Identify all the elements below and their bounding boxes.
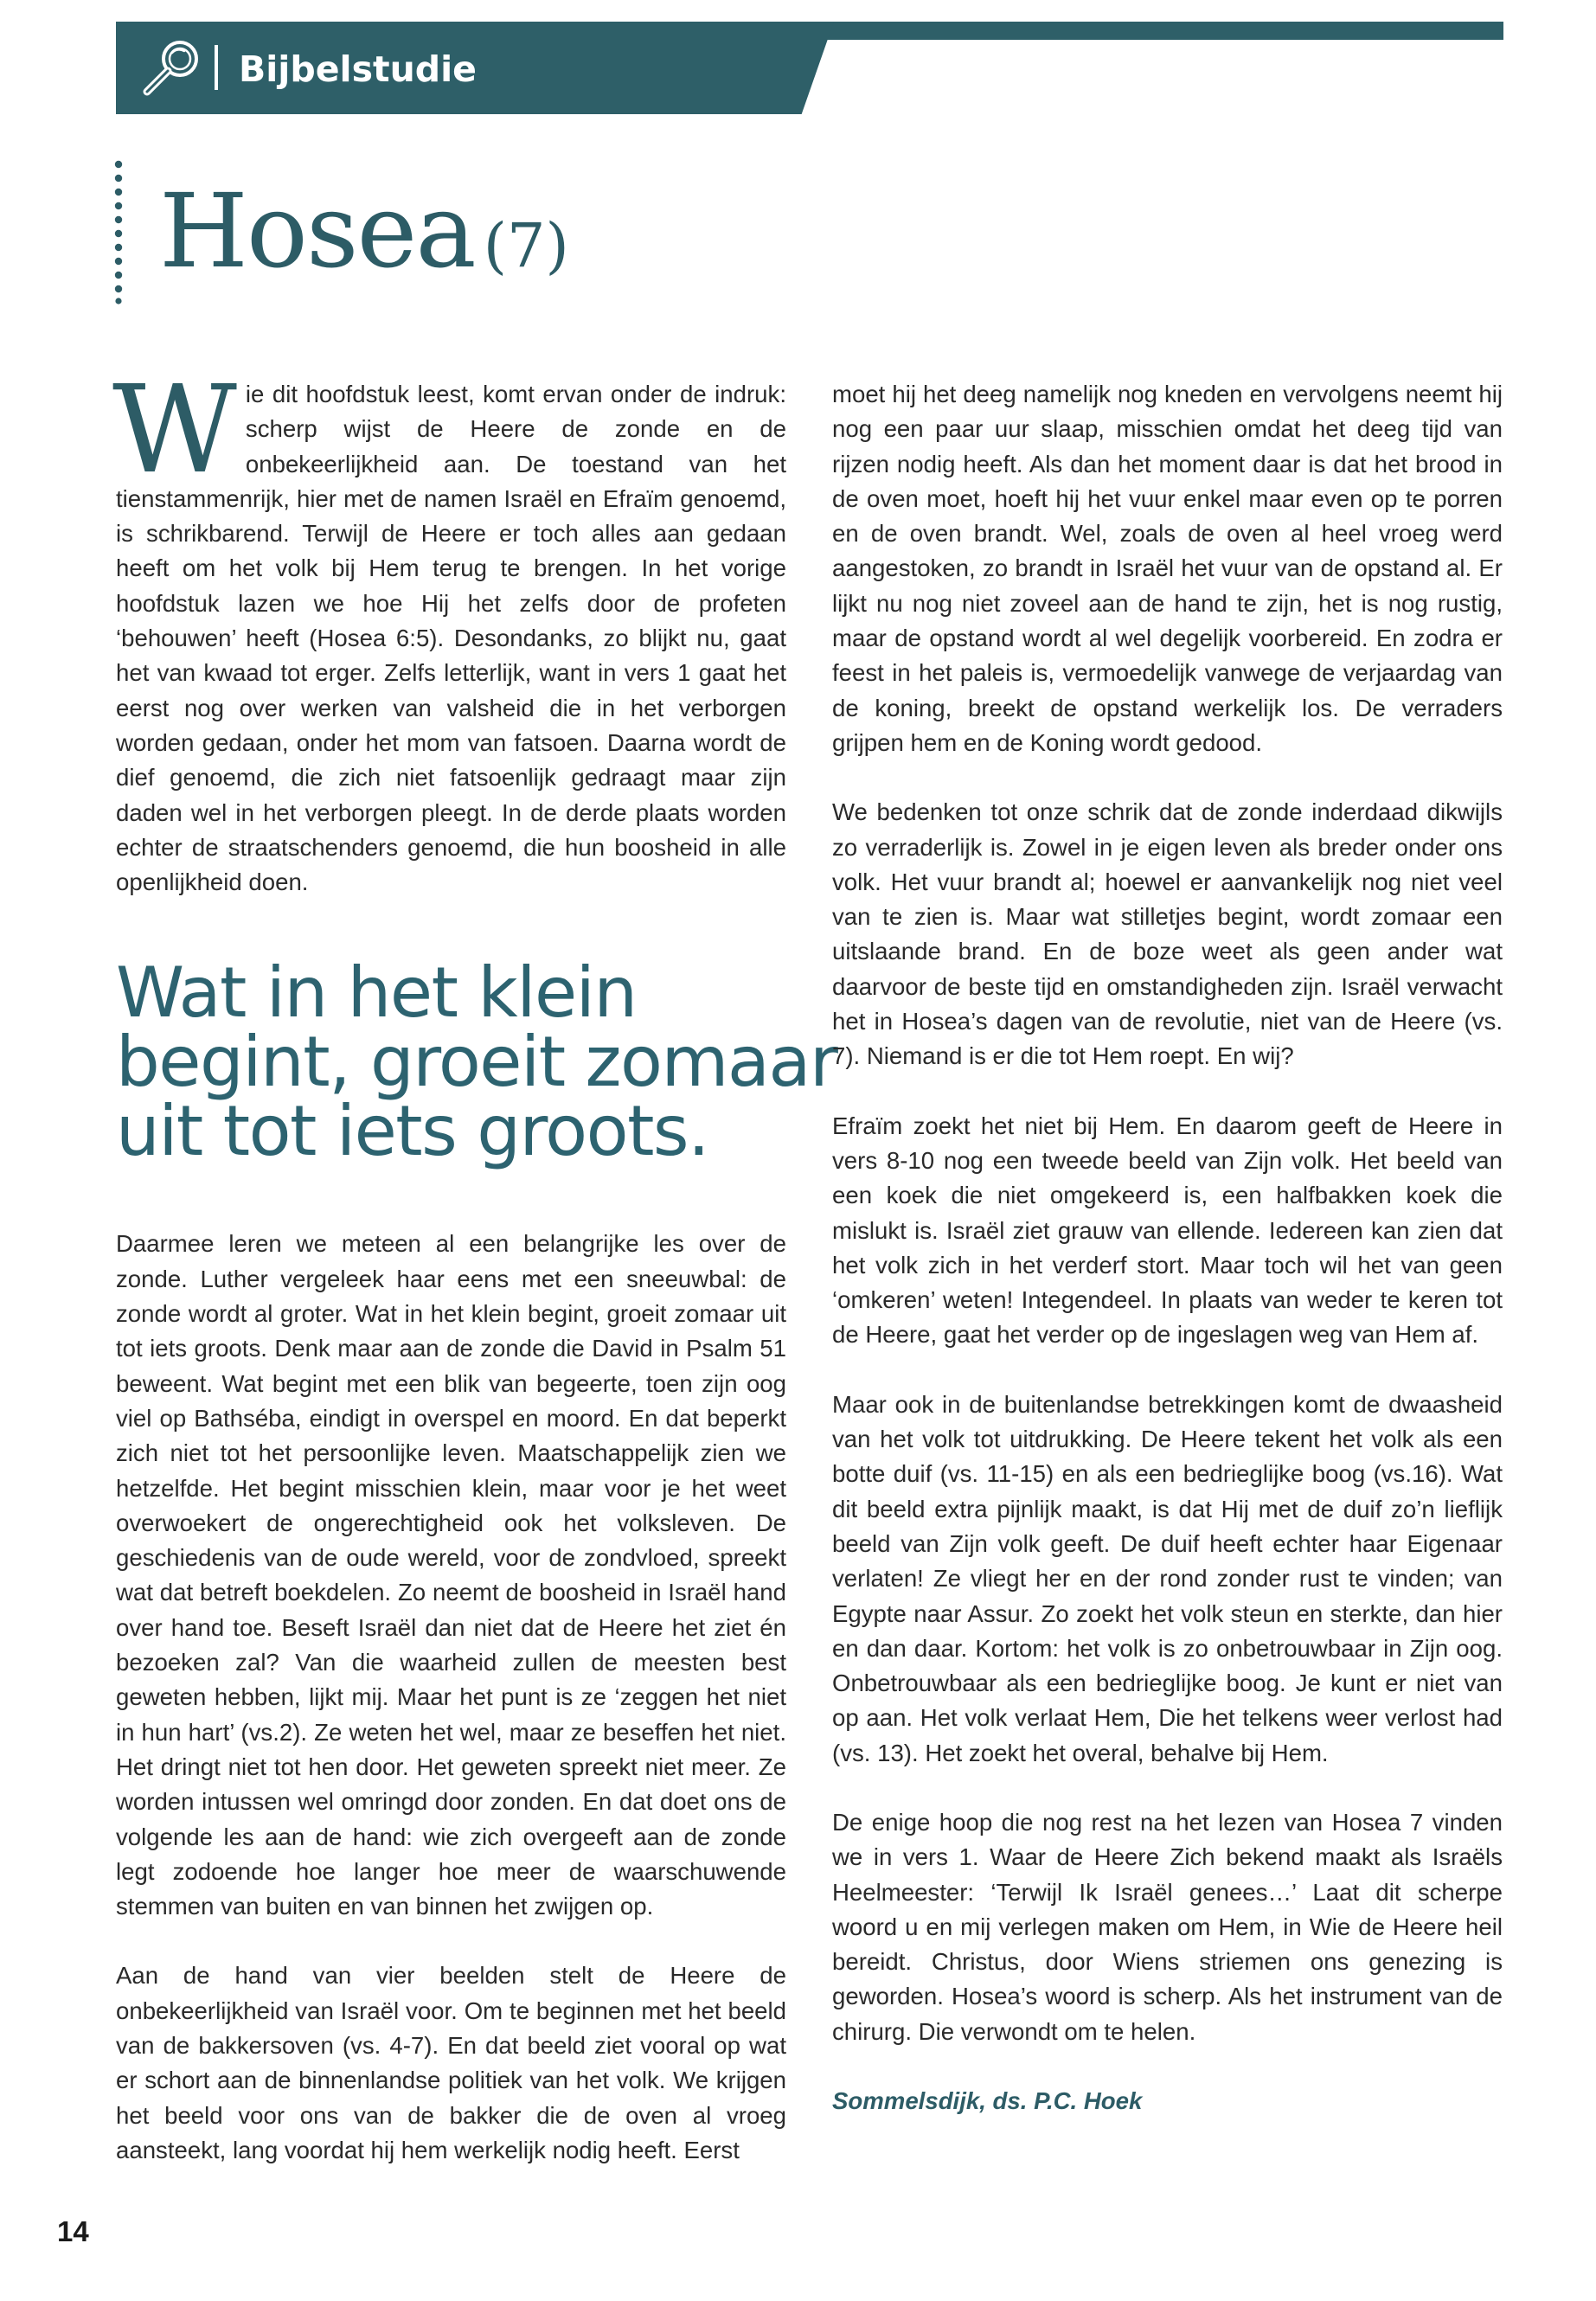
intro-paragraph (112, 360, 786, 900)
intro-text: ie dit hoofdstuk leest, komt ervan onder de indruk: scherp wijst de Heere de zonde en de onbekeerlijkheid aan. De toestand van het tienstammenrijk, hier met de namen Israël en Efraïm genoemd, is schrikbarend. Terwijl de Heere er toch alles aan gedaan heeft om het volk bij Hem terug te brengen. In het vorige hoofdstuk lazen we hoe Hij het zelfs door de profeten ‘behouwen’ heeft (Hosea 6:5). Desondanks, zo blijkt nu, gaat het van kwaad tot erger. Zelfs letterlijk, want in vers 1 gaat het eerst nog over werken van valsheid die in het verborgen worden gedaan, onder het mom van fatsoen. Daarna wordt de dief genoemd, die zich niet fatsoenlijk gedraagt maar zijn daden wel in het verborgen pleegt. In de derde plaats worden echter de straatschenders genoemd, die hun boosheid in alle openlijkheid doen. (116, 381, 786, 896)
author-signature: Sommelsdijk, ds. P.C. Hoek (832, 2087, 1143, 2115)
magnifier-icon (137, 33, 208, 104)
article-title (159, 166, 569, 296)
body-paragraph: moet hij het deeg namelijk nog kneden en vervolgens neemt hij nog een paar uur slaap, misschien omdat het deeg tijd van rijzen nodig heeft. Als dan het moment daar is dat het brood in de oven moet, hoeft hij het vuur enkel maar even op te porren en de oven brandt. Wel, zoals de oven al heel vroeg werd aangestoken, zo brandt in Israël het vuur van de opstand al. Er lijkt nu nog niet zoveel aan de hand te zijn, het is nog rustig, maar de opstand wordt al wel degelijk voorbereid. En zodra er feest in het paleis is, vermoedelijk vanwege de verjaardag van de koning, breekt de opstand werkelijk los. De verraders grijpen hem en de Koning wordt gedood. (832, 381, 1503, 756)
pull-quote-line: Wat in het klein (116, 952, 637, 1034)
right-column (832, 377, 1503, 2118)
title-text: Hosea (159, 171, 475, 291)
header-separator (215, 45, 218, 90)
page-number: 14 (57, 2215, 89, 2247)
drop-cap: W (112, 360, 237, 501)
title-number: (7) (483, 210, 569, 281)
dotted-rule (110, 157, 127, 304)
body-paragraph: Daarmee leren we meteen al een belangrijke les over de zonde. Luther vergeleek haar eens met een sneeuwbal: de zonde wordt al groter. Wat in het klein begint, groeit zomaar uit tot iets groots. Denk maar aan de zonde die David in Psalm 51 beweent. Wat begint met een blik van begeerte, toen zijn oog viel op Bathséba, eindigt in overspel en moord. En dat beperkt zich niet tot het persoonlijke leven. Maatschappelijk zien we hetzelfde. Het begint misschien klein, maar voor je het weet overwoekert de ongerechtigheid ook het volksleven. De geschiedenis van de oude wereld, voor de zondvloed, spreekt wat dat betreft boekdelen. Zo neemt de boosheid in Israël hand over hand toe. Beseft Israël dan niet dat de Heere het ziet én bezoeken zal? Van die waarheid zullen de meesten best geweten hebben, lijkt mij. Maar het punt is ze ‘zeggen het niet in hun hart’ (vs.2). Ze weten het wel, maar ze beseffen het niet. Het dringt niet tot hen door. Het geweten spreekt niet meer. Ze worden intussen wel omringd door zonden. En dat doet ons de volgende les aan de hand: wie zich overgeeft aan de zonde legt zodoende hoe langer hoe meer de waarschuwende stemmen van buiten en van binnen het zwijgen op. (116, 1230, 786, 1920)
body-paragraph: De enige hoop die nog rest na het lezen van Hosea 7 vinden we in vers 1. Waar de Heere Zich bekend maakt als Israëls Heelmeester: ‘Terwijl Ik Israël genees…’ Laat dit scherpe woord u en mij verlegen maken om Hem, in Wie de Heere heil bereidt. Christus, door Wiens striemen ons genezing is geworden. Hosea’s woord is scherp. Als het instrument van de chirurg. Die verwondt om te helen. (832, 1808, 1503, 2045)
body-paragraph: Efraïm zoekt het niet bij Hem. En daarom geeft de Heere in vers 8-10 nog een tweede beeld van Zijn volk. Het beeld van een koek die niet omgekeerd is, een halfbakken koek die mislukt is. Israël ziet grauw van ellende. Iedereen kan zien dat het volk zich in het verderf stort. Maar toch wil het van geen ‘omkeren’ weten! Integendeel. In plaats van weder te keren tot de Heere, gaat het verder op de ingeslagen weg van Hem af. (832, 1112, 1503, 1349)
body-paragraph: We bedenken tot onze schrik dat de zonde inderdaad dikwijls zo verraderlijk is. Zowel in je eigen leven als breder onder ons volk. Het vuur brandt al; hoewel er aanvankelijk nog niet veel van te zien is. Maar wat stilletjes begint, wordt zomaar een uitslaande brand. En de boze weet als geen ander wat daarvoor de beste tijd en omstandigheden zijn. Israël verwacht het in Hosea’s dagen van de revolutie, niet van de Heere (vs. 7). Niemand is er die tot Hem roept. En wij? (832, 798, 1503, 1070)
body-paragraph: Aan de hand van vier beelden stelt de Heere de onbekeerlijkheid van Israël voor. Om te beginnen met het beeld van de bakkersoven (vs. 4-7). En dat beeld ziet vooral op wat er schort aan de binnenlandse politiek van het volk. We krijgen het beeld voor ons van de bakker die de oven al vroeg aansteekt, lang voordat hij hem werkelijk nodig heeft. Eerst (116, 1962, 786, 2163)
body-paragraph: Maar ook in de buitenlandse betrekkingen komt de dwaasheid van het volk tot uitdrukking. De Heere tekent het volk als een botte duif (vs. 11-15) en als een bedrieglijke boog (vs.16). Wat dit beeld extra pijnlijk maakt, is dat Hij met de duif zo’n lieflijk beeld van Zijn volk geeft. De duif heeft echter haar Eigenaar verlaten! Ze vliegt her en der rond zonder rust te vinden; van Egypte naar Assur. Zo zoekt het volk steun en sterkte, dan hier en dan daar. Kortom: het volk is zo onbetrouwbaar in Zijn oog. Onbetrouwbaar als een bedrieglijke boog. Je kunt er niet van op aan. Het volk verlaat Hem, Die het telkens weer verlost had (vs. 13). Het zoekt het overal, behalve bij Hem. (832, 1390, 1503, 1766)
pull-quote (116, 952, 837, 1172)
left-column (112, 360, 837, 2168)
pull-quote-line: uit tot iets groots. (116, 1091, 709, 1172)
pull-quote-line: begint, groeit zomaar (116, 1022, 837, 1103)
section-label: Bijbelstudie (239, 48, 477, 90)
